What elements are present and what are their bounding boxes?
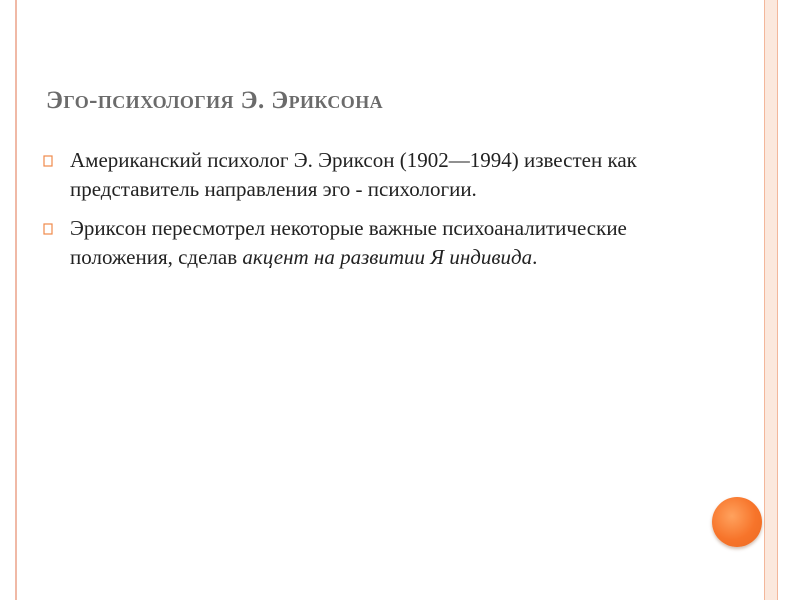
right-edge xyxy=(790,0,800,600)
right-border-stripe xyxy=(764,0,778,600)
bullet-text-2-plain: Эриксон пересмотрел некоторые важные психоаналитические положения, сделав xyxy=(70,216,627,269)
bullet-text-2-end: . xyxy=(532,245,538,269)
bullet-icon xyxy=(43,223,53,235)
left-border-line xyxy=(15,0,17,600)
slide-title: Эго-психология Э. Эриксона xyxy=(46,87,384,114)
bullet-text-1: Американский психолог Э. Эриксон (1902—1994) известен как представитель направления эго - психологии. xyxy=(70,148,637,201)
bullet-list xyxy=(40,146,680,282)
bullet-icon xyxy=(43,155,53,167)
bullet-item-2 xyxy=(40,214,680,272)
bullet-item-1 xyxy=(40,146,680,204)
bullet-text-2-emphasis: акцент на развитии Я индивида xyxy=(242,245,533,269)
orange-circle-decoration xyxy=(712,497,762,547)
